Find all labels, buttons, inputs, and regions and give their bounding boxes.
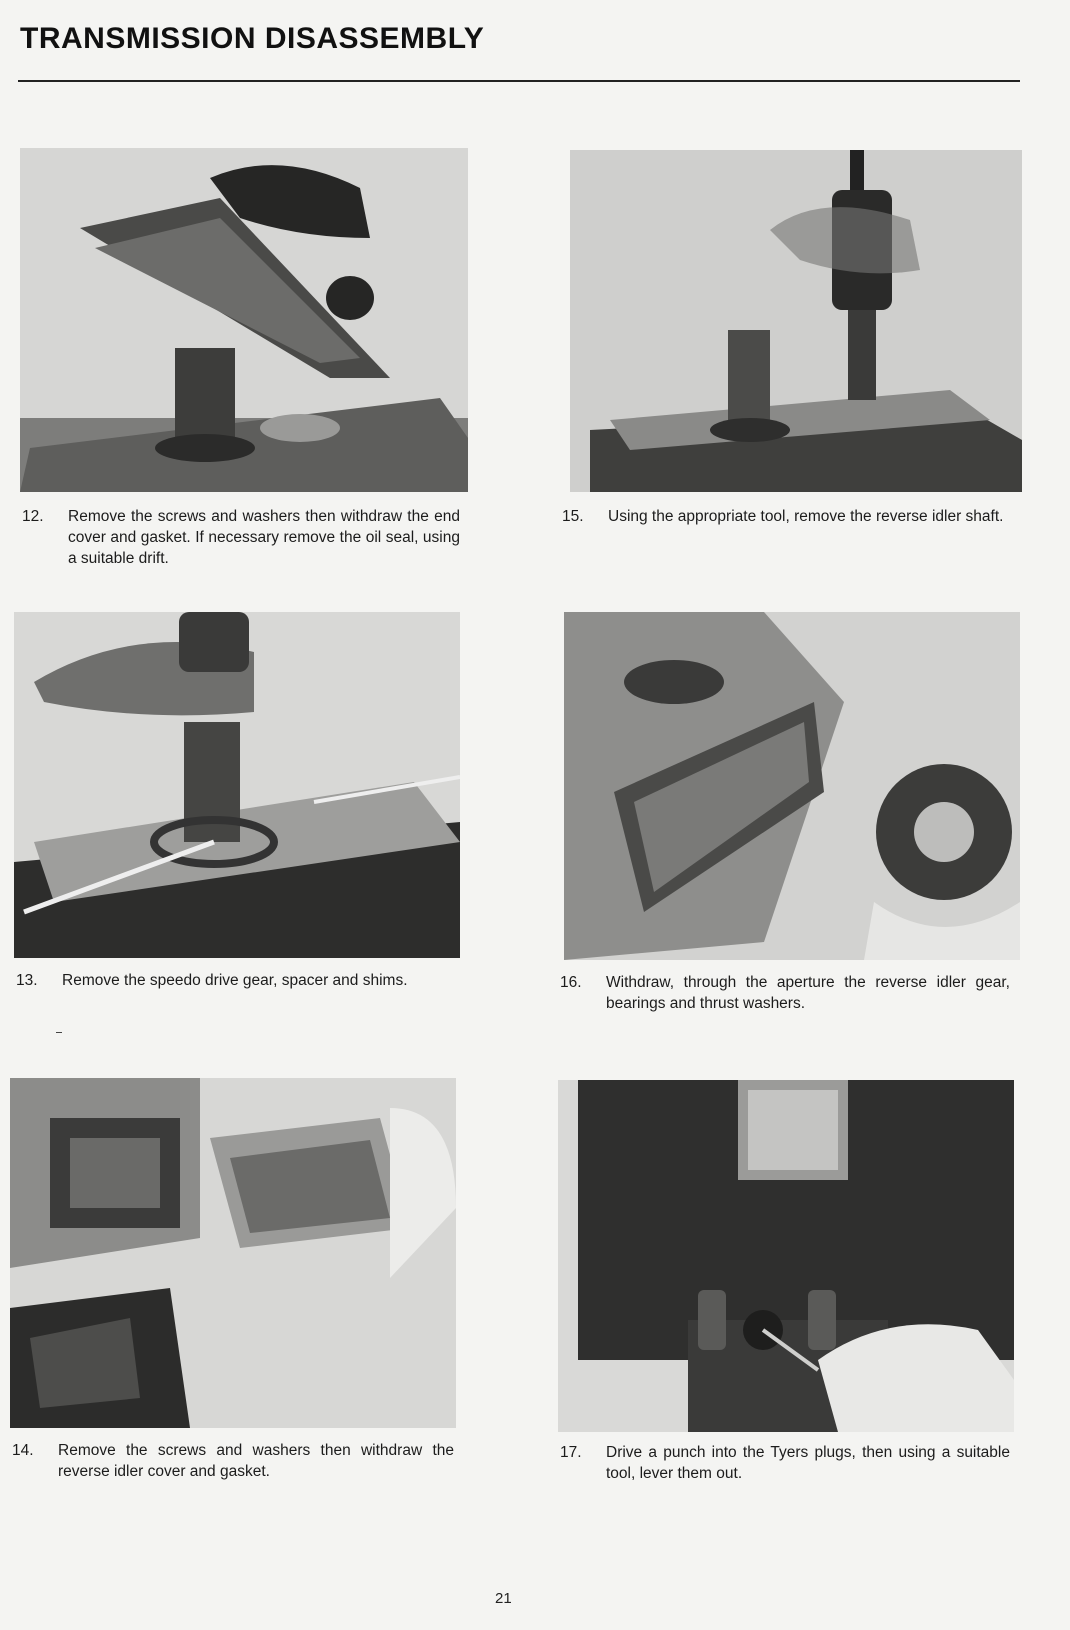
photo-step-14 (10, 1078, 456, 1428)
photo-step-12 (20, 148, 468, 492)
caption-step-17 (560, 1442, 1012, 1486)
page-number: 21 (495, 1590, 512, 1607)
caption-step-12 (22, 506, 462, 572)
step-number: 14. (12, 1442, 34, 1459)
step-number: 15. (562, 508, 584, 525)
photo-step-17 (558, 1080, 1014, 1432)
stray-mark (56, 1032, 62, 1033)
step-text: Remove the speedo drive gear, spacer and shims. (62, 972, 408, 989)
step-number: 12. (22, 508, 44, 525)
page-title: TRANSMISSION DISASSEMBLY (20, 22, 485, 55)
step-text: Using the appropriate tool, remove the reverse idler shaft. (608, 508, 1004, 525)
step-number: 13. (16, 972, 38, 989)
step-text: Drive a punch into the Tyers plugs, then using a suitable tool, lever them out. (606, 1444, 1010, 1482)
caption-step-13 (16, 970, 460, 1014)
step-number: 17. (560, 1444, 582, 1461)
photo-step-13 (14, 612, 460, 958)
photo-step-15 (570, 150, 1022, 492)
caption-step-16 (560, 972, 1012, 1016)
title-divider (18, 80, 1020, 82)
photo-step-16 (564, 612, 1020, 960)
caption-step-15 (562, 506, 1014, 550)
step-number: 16. (560, 974, 582, 991)
step-text: Withdraw, through the aperture the reverse idler gear, bearings and thrust washers. (606, 974, 1010, 1012)
step-text: Remove the screws and washers then withdraw the reverse idler cover and gasket. (58, 1442, 454, 1480)
caption-step-14 (12, 1440, 456, 1484)
step-text: Remove the screws and washers then withdraw the end cover and gasket. If necessary remove the oil seal, using a suitable drift. (68, 508, 460, 567)
